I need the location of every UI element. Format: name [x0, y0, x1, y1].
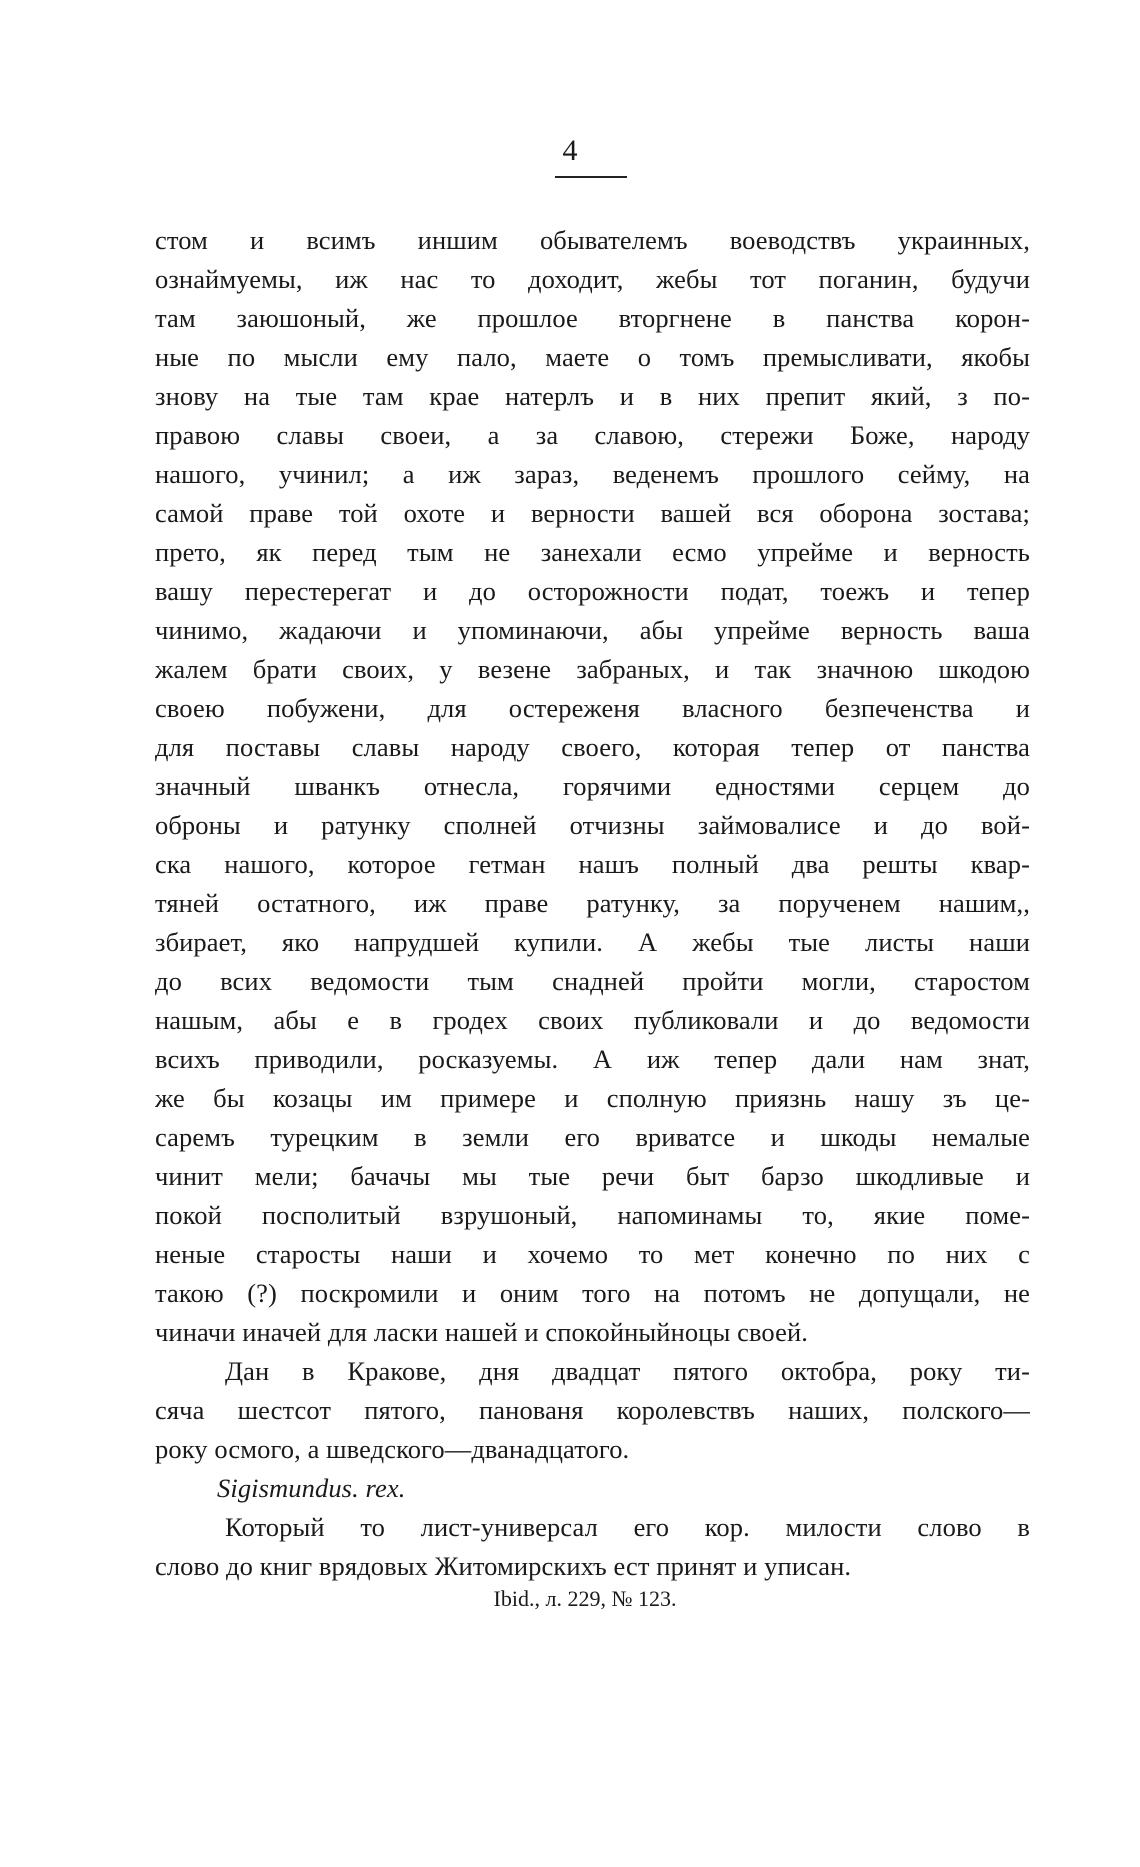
page-number: 4 [562, 134, 578, 167]
text-line: там заюшоный, же прошлое вторгнене в панства корон- [155, 303, 1030, 333]
text-line: саремъ турецким в земли его вриватсе и шкоды немалые [155, 1122, 1030, 1152]
text-line: знову на тые там крае натерлъ и в них препит який, з по- [155, 381, 1030, 411]
text-line: ные по мысли ему пало, маете о томъ премысливати, якобы [155, 342, 1030, 372]
text-line: самой праве той охоте и верности вашей вся оборона зостава; [155, 498, 1030, 528]
text-line: ознаймуемы, иж нас то доходит, жебы тот поганин, будучи [155, 264, 1030, 294]
text-line: нашого, учинил; а иж зараз, веденемъ прошлого сейму, на [155, 459, 1030, 489]
text-line: всихъ приводили, росказуемы. А иж тепер дали нам знат, [155, 1044, 1030, 1074]
text-line: збирает, яко напрудшей купили. А жебы тые листы наши [155, 927, 1030, 957]
text-line: значный шванкъ отнесла, горячими едностями серцем до [155, 771, 1030, 801]
text-line: для поставы славы народу своего, которая тепер от панства [155, 732, 1030, 762]
text-line: вашу перестерегат и до осторожности подат, тоежъ и тепер [155, 576, 1030, 606]
text-line: Который то лист-универсал его кор. милости слово в [225, 1512, 1030, 1542]
text-line: своею побужени, для остереженя власного безпеченства и [155, 693, 1030, 723]
text-line: ска нашого, которое гетман нашъ полный два решты квар- [155, 849, 1030, 879]
text-line: же бы козацы им примере и сполную приязнь нашу зъ це- [155, 1083, 1030, 1113]
text-line: Дан в Кракове, дня двадцат пятого октобра, року ти- [225, 1356, 1030, 1386]
paragraph-1 [155, 221, 1030, 1352]
text-line: правою славы своеи, а за славою, стережи Боже, народу [155, 420, 1030, 450]
text-line: жалем брати своих, у везене забраных, и так значною шкодою [155, 654, 1030, 684]
signature: Sigismundus. rex. [217, 1473, 406, 1503]
body-text [155, 221, 1030, 1586]
text-line: покой посполитый взрушоный, напоминамы то, якие поме- [155, 1200, 1030, 1230]
text-line: прето, як перед тым не занехали есмо упрейме и верность [155, 537, 1030, 567]
text-line: до всих ведомости тым снадней пройти могли, старостом [155, 966, 1030, 996]
text-line: такою (?) поскромили и оним того на потомъ не допущали, не [155, 1278, 1030, 1308]
text-line: чинимо, жадаючи и упоминаючи, абы упрейме верность ваша [155, 615, 1030, 645]
page-number-rule [555, 176, 627, 178]
paragraph-registration [155, 1508, 1030, 1586]
text-line: слово до книг врядовых Житомирскихъ ест принят и уписан. [155, 1551, 852, 1581]
text-line: чиначи иначей для ласки нашей и спокойныйноцы своей. [155, 1317, 808, 1347]
text-line: року осмого, а шведского—дванадцатого. [155, 1434, 630, 1464]
text-line: оброны и ратунку сполней отчизны займовалисе и до вой- [155, 810, 1030, 840]
text-line: сяча шестсот пятого, панованя королевствъ наших, полского— [155, 1395, 1030, 1425]
text-line: тяней остатного, иж праве ратунку, за порученем нашим,, [155, 888, 1030, 918]
text-line: чинит мели; бачачы мы тые речи быт барзо шкодливые и [155, 1161, 1030, 1191]
text-line: нашым, абы е в гродех своих публиковали и до ведомости [155, 1005, 1030, 1035]
text-line: стом и всимъ иншим обывателемъ воеводствъ украинных, [155, 225, 1030, 255]
source-reference: Ibid., л. 229, № 123. [493, 1586, 677, 1611]
paragraph-dating [155, 1352, 1030, 1469]
text-line: неные старосты наши и хочемо то мет конечно по них с [155, 1239, 1030, 1269]
